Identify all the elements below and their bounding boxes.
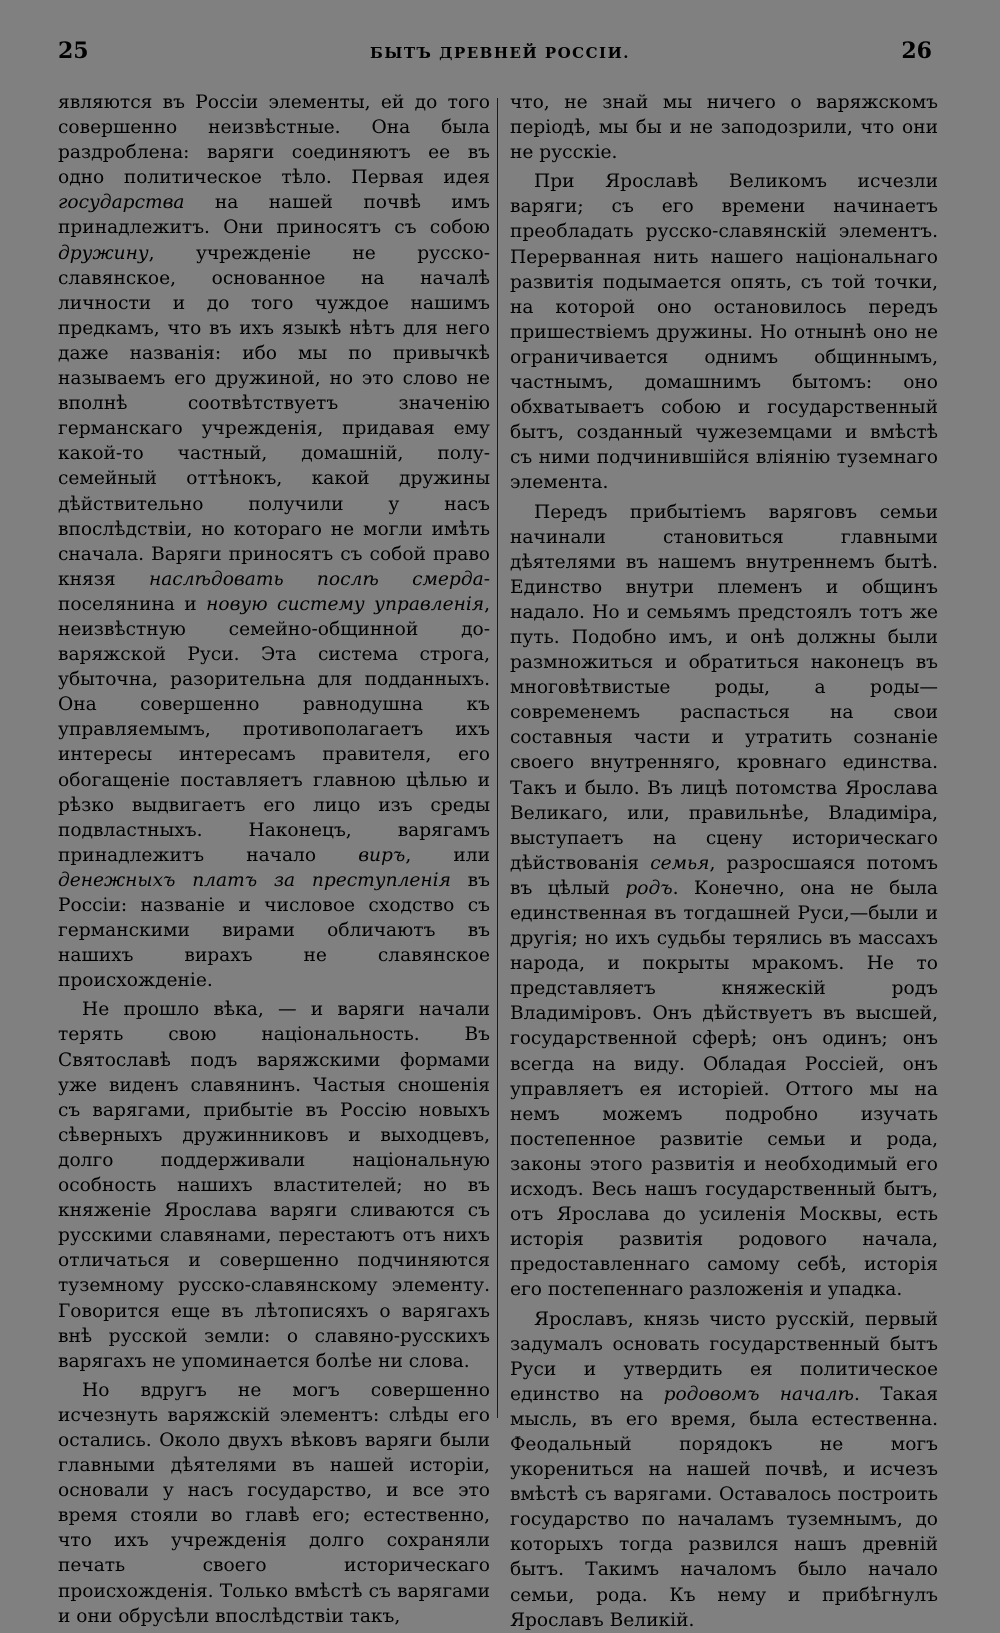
page-header (0, 38, 1000, 72)
text-run: Передъ прибытіемъ варяговъ семьи начинали становиться главными дѣятелями въ нашемъ внутреннемъ бытѣ. Единство внутри племенъ и общинъ надало. Но и семьямъ предстоялъ тотъ же путь. Подобно имъ, и онѣ должны были размножиться и обратиться наконецъ въ многовѣтвистые роды, а роды—современемъ распасться на свои составныя части и утратить сознаніе своего внутренняго, кровнаго единства. Такъ и было. Въ лицѣ потомства Ярослава Великаго, или, правильнѣе, Владиміра, выступаетъ на сцену историческаго дѣйствованія (510, 501, 938, 874)
paragraph (510, 169, 938, 495)
paragraph (510, 1307, 938, 1633)
italic-emphasis: родовомъ началѣ (663, 1383, 854, 1405)
italic-emphasis: государства (58, 192, 185, 214)
paragraph (58, 997, 490, 1373)
left-text-column (58, 90, 490, 1629)
right-page-number: 26 (901, 38, 932, 64)
italic-emphasis: виръ (358, 844, 406, 866)
text-run: , разросшаяся потомъ въ цѣлый (510, 852, 938, 899)
text-run: Но вдругъ не могъ совершенно исчезнуть варяжскій элементъ: слѣды его остались. Около двухъ вѣковъ варяги были главными дѣятелями въ нашей исторіи, основали у насъ государство, и все это время стояли во главѣ его; естественно, что ихъ учрежденія долго сохраняли печать своего историческаго происхожденія. Только вмѣстѣ съ варягами и они обрусѣли впослѣдствіи такъ, (58, 1379, 490, 1627)
text-run: Не прошло вѣка, — и варяги начали терять свою національность. Въ Святославѣ подъ варяжскими формами уже виденъ славянинъ. Частыя сношенія съ варягами, прибытіе въ Россію новыхъ сѣверныхъ дружинниковъ и выходцевъ, долго поддерживали національную особность нашихъ властителей; но въ княженіе Ярослава варяги сливаются съ русскими славянами, перестаютъ отъ нихъ отличаться и совершенно подчиняются туземному русско-славянскому элементу. Говорится еще въ лѣтописяхъ о варягахъ внѣ русской земли: о славяно-русскихъ варягахъ не упоминается болѣе ни слова. (58, 999, 490, 1372)
italic-emphasis: денежныхъ платъ за преступленія (58, 869, 451, 891)
italic-emphasis: родъ (625, 877, 673, 899)
italic-emphasis: новую систему управленія (206, 593, 485, 615)
text-run: , учрежденіе не русско-славянское, основанное на началѣ личности и до того чуждое нашимъ предкамъ, что въ ихъ языкѣ нѣтъ для него даже названія: ибо мы по привычкѣ называемъ его дружиной, но это слово не вполнѣ соотвѣтствуетъ значенію германскаго учрежденія, придавая ему какой-то частный, домашній, полу-семейный оттѣнокъ, какой дружины дѣйствительно получили у насъ впослѣдствіи, но котораго не могли имѣть сначала. Варяги приносятъ съ собой право князя (58, 242, 490, 590)
text-run: . Конечно, она не была единственная въ тогдашней Руси,—были и другія; но ихъ судьбы терялись въ массахъ народа, и покрыты мракомъ. Не то представляетъ княжескій родъ Владиміровъ. Онъ дѣйствуетъ въ высшей, государственной сферѣ; онъ одинъ; онъ всегда на виду. Обладая Россіей, онъ управляетъ ея исторіей. Оттого мы на немъ можемъ подробно изучать постепенное развитіе семьи и рода, законы этого развитія и необходимый его исходъ. Весь нашъ государственный бытъ, отъ Ярослава до усиленія Москвы, есть исторія развитія родового начала, предоставленнаго самому себѣ, исторія его постепеннаго разложенія и упадка. (510, 877, 938, 1301)
paragraph (58, 90, 490, 993)
text-run: . Такая мысль, въ его время, была естественна. Феодальный порядокъ не могъ укорениться на нашей почвѣ, и исчезъ вмѣстѣ съ варягами. Оставалось построить государство по началамъ туземнымъ, до которыхъ тогда развился нашъ древній бытъ. Такимъ началомъ было начало семьи, рода. Къ нему и прибѣгнулъ Ярославъ Великій. (510, 1383, 939, 1631)
right-text-column (510, 90, 938, 1633)
text-run: , неизвѣстную семейно-общинной до-варяжской Руси. Эта система строга, убыточна, разорительна для подданныхъ. Она совершенно равнодушна къ управляемымъ, противополагаетъ ихъ интересы интересамъ правителя, его обогащеніе поставляетъ главною цѣлью и рѣзко выдвигаетъ его лицо изъ среды подвластныхъ. Наконецъ, варягамъ принадлежитъ начало (58, 593, 490, 866)
left-page-number: 25 (58, 38, 89, 64)
text-run: -поселянина и (58, 568, 490, 615)
text-run: на нашей почвѣ имъ принадлежитъ. Они приносятъ съ собою (58, 192, 490, 239)
text-run: въ Россіи: названіе и числовое сходство съ германскими вирами обличаютъ въ нашихъ вирахъ не славянское происхожденіе. (58, 869, 490, 992)
paragraph (58, 1378, 490, 1629)
text-run: При Ярославѣ Великомъ исчезли варяги; съ его времени начинаетъ преобладать русско-славянскій элементъ. Перерванная нить нашего національнаго развитія подымается опять, съ той точки, на которой оно остановилось передъ пришествіемъ дружины. Но отнынѣ оно не ограничивается однимъ общиннымъ, частнымъ, домашнимъ бытомъ: оно обхватываетъ собою и государственный бытъ, созданный чужеземцами и вмѣстѣ съ ними подчинившійся вліянію туземнаго элемента. (510, 171, 938, 494)
text-run: , или (405, 844, 490, 866)
text-run: являются въ Россіи элементы, ей до того совершенно неизвѣстные. Она была раздроблена: варяги соединяютъ ее въ одно политическое тѣло. Первая идея (58, 92, 490, 189)
text-run: Ярославъ, князь чисто русскій, первый задумалъ основать государственный бытъ Руси и утвердить ея политическое единство на (510, 1308, 938, 1405)
column-divider (497, 98, 498, 1418)
italic-emphasis: дружину (58, 242, 149, 264)
italic-emphasis: семья (650, 852, 710, 874)
italic-emphasis: наслѣдовать послѣ смерда (148, 568, 484, 590)
paragraph (510, 500, 938, 1303)
text-run: что, не знай мы ничего о варяжскомъ періодѣ, мы бы и не заподозрили, что они не русскіе. (510, 92, 938, 164)
running-title: БЫТЪ ДРЕВНЕЙ РОССІИ. (370, 44, 630, 62)
paragraph (510, 90, 938, 165)
